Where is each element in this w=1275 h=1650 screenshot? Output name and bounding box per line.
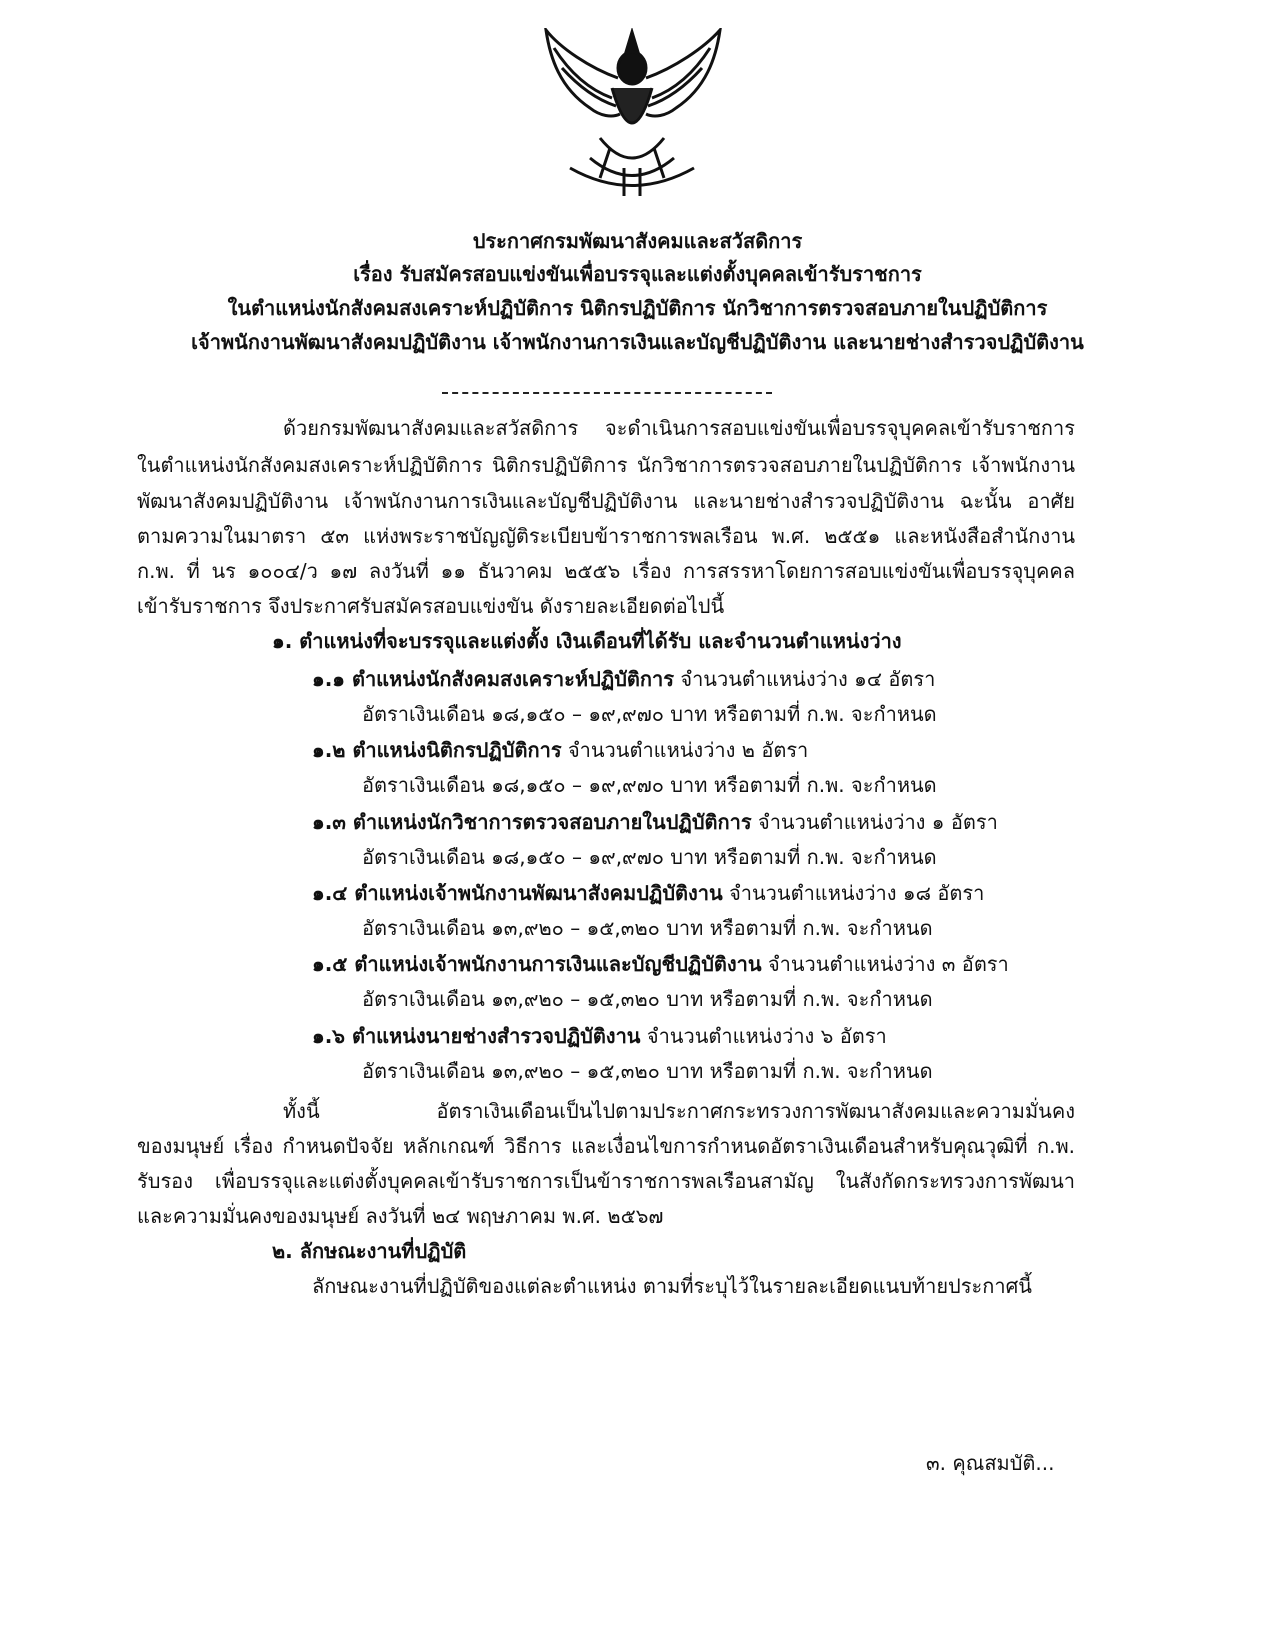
intro-line: ในตำแหน่งนักสังคมสงเคราะห์ปฏิบัติการ นิติกรปฏิบัติการ นักวิชาการตรวจสอบภายในปฏิบัติการ เจ้าพนักงาน xyxy=(137,453,1075,477)
salary-range: อัตราเงินเดือน ๑๘,๑๕๐ – ๑๙,๙๗๐ บาท หรือตามที่ ก.พ. จะกำหนด xyxy=(362,773,937,798)
position-title: ๑.๕ ตำแหน่งเจ้าพนักงานการเงินและบัญชีปฏิบัติงาน xyxy=(312,952,762,977)
note-line: รับรอง เพื่อบรรจุและแต่งตั้งบุคคลเข้ารับราชการเป็นข้าราชการพลเรือนสามัญ ในสังกัดกระทรวงการพัฒนา xyxy=(137,1169,1075,1193)
page-continuation: ๓. คุณสมบัติ... xyxy=(926,1451,1055,1475)
salary-range: อัตราเงินเดือน ๑๓,๙๒๐ – ๑๕,๓๒๐ บาท หรือตามที่ ก.พ. จะกำหนด xyxy=(362,1058,933,1083)
title-line-4: เจ้าพนักงานพัฒนาสังคมปฏิบัติงาน เจ้าพนักงานการเงินและบัญชีปฏิบัติงาน และนายช่างสำรวจปฏิบัติงาน xyxy=(191,330,1084,354)
vacancy-count: จำนวนตำแหน่งว่าง ๑๘ อัตรา xyxy=(729,880,985,905)
position-title: ๑.๔ ตำแหน่งเจ้าพนักงานพัฒนาสังคมปฏิบัติงาน xyxy=(312,880,723,905)
intro-line: ตามความในมาตรา ๕๓ แห่งพระราชบัญญัติระเบียบข้าราชการพลเรือน พ.ศ. ๒๕๕๑ และหนังสือสำนักงาน xyxy=(137,524,1075,548)
section-1-heading: ๑. ตำแหน่งที่จะบรรจุและแต่งตั้ง เงินเดือนที่ได้รับ และจำนวนตำแหน่งว่าง xyxy=(272,629,902,653)
position-item xyxy=(312,807,998,837)
title-line-1: ประกาศกรมพัฒนาสังคมและสวัสดิการ xyxy=(472,229,803,253)
intro-line: ด้วยกรมพัฒนาสังคมและสวัสดิการ จะดำเนินการสอบแข่งขันเพื่อบรรจุบุคคลเข้ารับราชการ xyxy=(283,416,1075,440)
position-item xyxy=(312,878,984,908)
position-item xyxy=(312,735,808,765)
section-2-heading: ๒. ลักษณะงานที่ปฏิบัติ xyxy=(272,1239,467,1263)
vacancy-count: จำนวนตำแหน่งว่าง ๖ อัตรา xyxy=(646,1023,887,1048)
section-2-body: ลักษณะงานที่ปฏิบัติของแต่ละตำแหน่ง ตามที่ระบุไว้ในรายละเอียดแนบท้ายประกาศนี้ xyxy=(312,1274,1032,1298)
vacancy-count: จำนวนตำแหน่งว่าง ๑๔ อัตรา xyxy=(680,667,936,691)
vacancy-count: จำนวนตำแหน่งว่าง ๒ อัตรา xyxy=(567,738,809,763)
salary-range: อัตราเงินเดือน ๑๘,๑๕๐ – ๑๙,๙๗๐ บาท หรือตามที่ ก.พ. จะกำหนด xyxy=(362,844,937,869)
position-title: ๑.๖ ตำแหน่งนายช่างสำรวจปฏิบัติงาน xyxy=(312,1023,641,1048)
position-title: ๑.๒ ตำแหน่งนิติกรปฏิบัติการ xyxy=(312,738,562,763)
position-item xyxy=(312,1021,887,1051)
salary-range: อัตราเงินเดือน ๑๓,๙๒๐ – ๑๕,๓๒๐ บาท หรือตามที่ ก.พ. จะกำหนด xyxy=(362,915,933,940)
title-subject: เรื่อง รับสมัครสอบแข่งขันเพื่อบรรจุและแต่งตั้งบุคคลเข้ารับราชการ xyxy=(353,262,922,286)
note-line: และความมั่นคงของมนุษย์ ลงวันที่ ๒๔ พฤษภาคม พ.ศ. ๒๕๖๗ xyxy=(137,1204,664,1228)
note-line: ทั้งนี้ อัตราเงินเดือนเป็นไปตามประกาศกระทรวงการพัฒนาสังคมและความมั่นคง xyxy=(283,1099,1075,1123)
position-item xyxy=(312,664,935,694)
intro-line: เข้ารับราชการ จึงประกาศรับสมัครสอบแข่งขัน ดังรายละเอียดต่อไปนี้ xyxy=(137,594,725,618)
salary-range: อัตราเงินเดือน ๑๘,๑๕๐ – ๑๙,๙๗๐ บาท หรือตามที่ ก.พ. จะกำหนด xyxy=(362,702,937,726)
position-title: ๑.๑ ตำแหน่งนักสังคมสงเคราะห์ปฏิบัติการ xyxy=(312,667,674,691)
garuda-emblem-icon xyxy=(540,28,725,200)
position-title: ๑.๓ ตำแหน่งนักวิชาการตรวจสอบภายในปฏิบัติการ xyxy=(312,809,752,834)
intro-line: พัฒนาสังคมปฏิบัติงาน เจ้าพนักงานการเงินและบัญชีปฏิบัติงาน และนายช่างสำรวจปฏิบัติงาน ฉะนั้น อาศัย xyxy=(137,489,1075,513)
note-line: ของมนุษย์ เรื่อง กำหนดปัจจัย หลักเกณฑ์ วิธีการ และเงื่อนไขการกำหนดอัตราเงินเดือนสำหรับคุณวุฒิที่ ก.พ. xyxy=(137,1134,1075,1158)
salary-range: อัตราเงินเดือน ๑๓,๙๒๐ – ๑๕,๓๒๐ บาท หรือตามที่ ก.พ. จะกำหนด xyxy=(362,987,933,1012)
divider xyxy=(442,392,772,394)
vacancy-count: จำนวนตำแหน่งว่าง ๓ อัตรา xyxy=(767,952,1009,977)
intro-line: ก.พ. ที่ นร ๑๐๐๔/ว ๑๗ ลงวันที่ ๑๑ ธันวาคม ๒๕๕๖ เรื่อง การสรรหาโดยการสอบแข่งขันเพื่อบรรจุบุคคล xyxy=(137,559,1075,583)
title-line-3: ในตำแหน่งนักสังคมสงเคราะห์ปฏิบัติการ นิติกรปฏิบัติการ นักวิชาการตรวจสอบภายในปฏิบัติการ xyxy=(227,296,1048,320)
position-item xyxy=(312,949,1009,979)
vacancy-count: จำนวนตำแหน่งว่าง ๑ อัตรา xyxy=(757,809,998,834)
